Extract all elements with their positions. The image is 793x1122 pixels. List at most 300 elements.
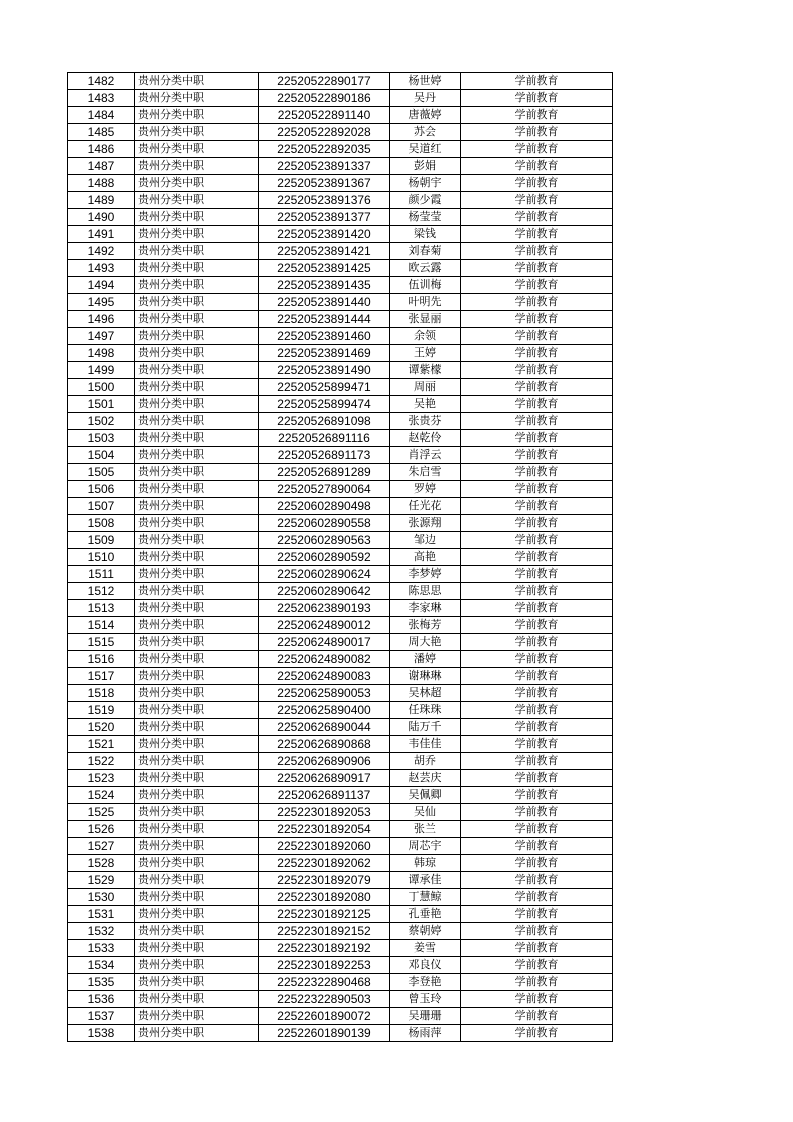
- row-number-cell: 1531: [68, 906, 135, 923]
- category-cell: 贵州分类中职: [135, 872, 259, 889]
- category-cell: 贵州分类中职: [135, 379, 259, 396]
- major-cell: 学前教育: [461, 889, 613, 906]
- category-cell: 贵州分类中职: [135, 668, 259, 685]
- major-cell: 学前教育: [461, 855, 613, 872]
- major-cell: 学前教育: [461, 1025, 613, 1042]
- student-name-cell: 余领: [390, 328, 461, 345]
- student-name-cell: 丁慧鲸: [390, 889, 461, 906]
- student-name-cell: 潘婷: [390, 651, 461, 668]
- candidate-id-cell: 22520526891173: [259, 447, 390, 464]
- row-number-cell: 1483: [68, 90, 135, 107]
- table-row: [68, 566, 613, 583]
- category-cell: 贵州分类中职: [135, 447, 259, 464]
- candidate-id-cell: 22520523891420: [259, 226, 390, 243]
- student-name-cell: 张源翔: [390, 515, 461, 532]
- row-number-cell: 1522: [68, 753, 135, 770]
- candidate-id-cell: 22522301892079: [259, 872, 390, 889]
- student-name-cell: 伍训梅: [390, 277, 461, 294]
- student-name-cell: 梁钱: [390, 226, 461, 243]
- table-row: [68, 974, 613, 991]
- row-number-cell: 1502: [68, 413, 135, 430]
- candidate-id-cell: 22522301892080: [259, 889, 390, 906]
- major-cell: 学前教育: [461, 600, 613, 617]
- major-cell: 学前教育: [461, 804, 613, 821]
- category-cell: 贵州分类中职: [135, 991, 259, 1008]
- major-cell: 学前教育: [461, 753, 613, 770]
- major-cell: 学前教育: [461, 311, 613, 328]
- candidate-id-cell: 22522301892060: [259, 838, 390, 855]
- category-cell: 贵州分类中职: [135, 855, 259, 872]
- category-cell: 贵州分类中职: [135, 158, 259, 175]
- category-cell: 贵州分类中职: [135, 532, 259, 549]
- table-row: [68, 906, 613, 923]
- major-cell: 学前教育: [461, 957, 613, 974]
- major-cell: 学前教育: [461, 328, 613, 345]
- student-name-cell: 欧云露: [390, 260, 461, 277]
- student-name-cell: 吴林超: [390, 685, 461, 702]
- table-row: [68, 294, 613, 311]
- category-cell: 贵州分类中职: [135, 736, 259, 753]
- student-name-cell: 邹边: [390, 532, 461, 549]
- candidate-id-cell: 22520527890064: [259, 481, 390, 498]
- table-row: [68, 141, 613, 158]
- table-row: [68, 617, 613, 634]
- row-number-cell: 1513: [68, 600, 135, 617]
- category-cell: 贵州分类中职: [135, 124, 259, 141]
- candidate-id-cell: 22522322890503: [259, 991, 390, 1008]
- student-name-cell: 周大艳: [390, 634, 461, 651]
- row-number-cell: 1484: [68, 107, 135, 124]
- major-cell: 学前教育: [461, 396, 613, 413]
- row-number-cell: 1528: [68, 855, 135, 872]
- table-row: [68, 328, 613, 345]
- major-cell: 学前教育: [461, 124, 613, 141]
- table-row: [68, 651, 613, 668]
- student-name-cell: 吴艳: [390, 396, 461, 413]
- major-cell: 学前教育: [461, 906, 613, 923]
- student-name-cell: 姜雪: [390, 940, 461, 957]
- student-name-cell: 吴丹: [390, 90, 461, 107]
- major-cell: 学前教育: [461, 413, 613, 430]
- row-number-cell: 1487: [68, 158, 135, 175]
- candidate-id-cell: 22520625890053: [259, 685, 390, 702]
- student-name-cell: 李登艳: [390, 974, 461, 991]
- row-number-cell: 1508: [68, 515, 135, 532]
- student-name-cell: 谭紫檬: [390, 362, 461, 379]
- row-number-cell: 1498: [68, 345, 135, 362]
- category-cell: 贵州分类中职: [135, 685, 259, 702]
- student-name-cell: 张梅芳: [390, 617, 461, 634]
- student-name-cell: 罗婷: [390, 481, 461, 498]
- category-cell: 贵州分类中职: [135, 515, 259, 532]
- category-cell: 贵州分类中职: [135, 838, 259, 855]
- category-cell: 贵州分类中职: [135, 396, 259, 413]
- row-number-cell: 1525: [68, 804, 135, 821]
- row-number-cell: 1533: [68, 940, 135, 957]
- student-name-cell: 韩琼: [390, 855, 461, 872]
- category-cell: 贵州分类中职: [135, 974, 259, 991]
- major-cell: 学前教育: [461, 685, 613, 702]
- major-cell: 学前教育: [461, 770, 613, 787]
- major-cell: 学前教育: [461, 498, 613, 515]
- candidate-id-cell: 22522301892054: [259, 821, 390, 838]
- table-body: [68, 73, 613, 1042]
- major-cell: 学前教育: [461, 481, 613, 498]
- row-number-cell: 1501: [68, 396, 135, 413]
- candidate-id-cell: 22520523891376: [259, 192, 390, 209]
- major-cell: 学前教育: [461, 583, 613, 600]
- major-cell: 学前教育: [461, 566, 613, 583]
- table-row: [68, 787, 613, 804]
- table-row: [68, 923, 613, 940]
- category-cell: 贵州分类中职: [135, 498, 259, 515]
- table-row: [68, 634, 613, 651]
- row-number-cell: 1532: [68, 923, 135, 940]
- table-row: [68, 600, 613, 617]
- candidate-id-cell: 22522301892125: [259, 906, 390, 923]
- table-row: [68, 396, 613, 413]
- table-row: [68, 804, 613, 821]
- student-name-cell: 李家琳: [390, 600, 461, 617]
- category-cell: 贵州分类中职: [135, 957, 259, 974]
- category-cell: 贵州分类中职: [135, 175, 259, 192]
- row-number-cell: 1505: [68, 464, 135, 481]
- category-cell: 贵州分类中职: [135, 1008, 259, 1025]
- candidate-id-cell: 22520623890193: [259, 600, 390, 617]
- row-number-cell: 1511: [68, 566, 135, 583]
- student-name-cell: 韦佳佳: [390, 736, 461, 753]
- category-cell: 贵州分类中职: [135, 107, 259, 124]
- student-name-cell: 张贵芬: [390, 413, 461, 430]
- row-number-cell: 1520: [68, 719, 135, 736]
- table-row: [68, 413, 613, 430]
- student-name-cell: 肖浮云: [390, 447, 461, 464]
- row-number-cell: 1482: [68, 73, 135, 90]
- table-row: [68, 209, 613, 226]
- major-cell: 学前教育: [461, 141, 613, 158]
- major-cell: 学前教育: [461, 107, 613, 124]
- major-cell: 学前教育: [461, 73, 613, 90]
- table-row: [68, 192, 613, 209]
- category-cell: 贵州分类中职: [135, 362, 259, 379]
- row-number-cell: 1515: [68, 634, 135, 651]
- table-row: [68, 1025, 613, 1042]
- row-number-cell: 1523: [68, 770, 135, 787]
- category-cell: 贵州分类中职: [135, 651, 259, 668]
- major-cell: 学前教育: [461, 736, 613, 753]
- table-row: [68, 515, 613, 532]
- category-cell: 贵州分类中职: [135, 277, 259, 294]
- category-cell: 贵州分类中职: [135, 294, 259, 311]
- student-name-cell: 蔡朝婷: [390, 923, 461, 940]
- row-number-cell: 1519: [68, 702, 135, 719]
- candidate-id-cell: 22520523891425: [259, 260, 390, 277]
- admission-list-table: [67, 72, 613, 1042]
- student-name-cell: 吴道红: [390, 141, 461, 158]
- candidate-id-cell: 22520522892028: [259, 124, 390, 141]
- candidate-id-cell: 22520523891469: [259, 345, 390, 362]
- student-name-cell: 杨雨萍: [390, 1025, 461, 1042]
- table-row: [68, 107, 613, 124]
- category-cell: 贵州分类中职: [135, 617, 259, 634]
- row-number-cell: 1496: [68, 311, 135, 328]
- major-cell: 学前教育: [461, 549, 613, 566]
- major-cell: 学前教育: [461, 226, 613, 243]
- row-number-cell: 1492: [68, 243, 135, 260]
- row-number-cell: 1527: [68, 838, 135, 855]
- student-name-cell: 朱启雪: [390, 464, 461, 481]
- student-name-cell: 刘春菊: [390, 243, 461, 260]
- category-cell: 贵州分类中职: [135, 90, 259, 107]
- student-name-cell: 赵乾伶: [390, 430, 461, 447]
- major-cell: 学前教育: [461, 634, 613, 651]
- major-cell: 学前教育: [461, 243, 613, 260]
- candidate-id-cell: 22520626890906: [259, 753, 390, 770]
- category-cell: 贵州分类中职: [135, 906, 259, 923]
- row-number-cell: 1497: [68, 328, 135, 345]
- table-row: [68, 345, 613, 362]
- category-cell: 贵州分类中职: [135, 260, 259, 277]
- category-cell: 贵州分类中职: [135, 192, 259, 209]
- candidate-id-cell: 22520522890186: [259, 90, 390, 107]
- candidate-id-cell: 22520523891440: [259, 294, 390, 311]
- major-cell: 学前教育: [461, 158, 613, 175]
- candidate-id-cell: 22522301892152: [259, 923, 390, 940]
- major-cell: 学前教育: [461, 923, 613, 940]
- major-cell: 学前教育: [461, 651, 613, 668]
- major-cell: 学前教育: [461, 345, 613, 362]
- table-row: [68, 362, 613, 379]
- candidate-id-cell: 22520602890642: [259, 583, 390, 600]
- major-cell: 学前教育: [461, 872, 613, 889]
- student-name-cell: 王婷: [390, 345, 461, 362]
- category-cell: 贵州分类中职: [135, 923, 259, 940]
- category-cell: 贵州分类中职: [135, 804, 259, 821]
- candidate-id-cell: 22520624890083: [259, 668, 390, 685]
- row-number-cell: 1538: [68, 1025, 135, 1042]
- candidate-id-cell: 22520523891421: [259, 243, 390, 260]
- major-cell: 学前教育: [461, 209, 613, 226]
- category-cell: 贵州分类中职: [135, 345, 259, 362]
- student-name-cell: 张显丽: [390, 311, 461, 328]
- student-name-cell: 杨莹莹: [390, 209, 461, 226]
- table-row: [68, 991, 613, 1008]
- student-name-cell: 任珠珠: [390, 702, 461, 719]
- student-name-cell: 彭娟: [390, 158, 461, 175]
- candidate-id-cell: 22520625890400: [259, 702, 390, 719]
- candidate-id-cell: 22520525899471: [259, 379, 390, 396]
- candidate-id-cell: 22520522892035: [259, 141, 390, 158]
- row-number-cell: 1512: [68, 583, 135, 600]
- table-row: [68, 770, 613, 787]
- category-cell: 贵州分类中职: [135, 549, 259, 566]
- table-row: [68, 481, 613, 498]
- table-row: [68, 889, 613, 906]
- candidate-id-cell: 22520523891435: [259, 277, 390, 294]
- candidate-id-cell: 22520626890917: [259, 770, 390, 787]
- row-number-cell: 1509: [68, 532, 135, 549]
- category-cell: 贵州分类中职: [135, 141, 259, 158]
- row-number-cell: 1536: [68, 991, 135, 1008]
- category-cell: 贵州分类中职: [135, 311, 259, 328]
- candidate-id-cell: 22520523891337: [259, 158, 390, 175]
- category-cell: 贵州分类中职: [135, 753, 259, 770]
- row-number-cell: 1486: [68, 141, 135, 158]
- candidate-id-cell: 22520626891137: [259, 787, 390, 804]
- category-cell: 贵州分类中职: [135, 719, 259, 736]
- table-row: [68, 277, 613, 294]
- row-number-cell: 1489: [68, 192, 135, 209]
- category-cell: 贵州分类中职: [135, 209, 259, 226]
- category-cell: 贵州分类中职: [135, 770, 259, 787]
- student-name-cell: 李梦婷: [390, 566, 461, 583]
- candidate-id-cell: 22520602890498: [259, 498, 390, 515]
- student-name-cell: 陆万千: [390, 719, 461, 736]
- student-name-cell: 谭承佳: [390, 872, 461, 889]
- row-number-cell: 1529: [68, 872, 135, 889]
- major-cell: 学前教育: [461, 991, 613, 1008]
- row-number-cell: 1524: [68, 787, 135, 804]
- table-row: [68, 838, 613, 855]
- candidate-id-cell: 22520526891116: [259, 430, 390, 447]
- student-name-cell: 唐薇婷: [390, 107, 461, 124]
- candidate-id-cell: 22522601890139: [259, 1025, 390, 1042]
- candidate-id-cell: 22520525899474: [259, 396, 390, 413]
- student-name-cell: 邓良仪: [390, 957, 461, 974]
- major-cell: 学前教育: [461, 277, 613, 294]
- candidate-id-cell: 22520624890082: [259, 651, 390, 668]
- table-row: [68, 957, 613, 974]
- table-row: [68, 736, 613, 753]
- candidate-id-cell: 22520523891444: [259, 311, 390, 328]
- table-row: [68, 430, 613, 447]
- category-cell: 贵州分类中职: [135, 889, 259, 906]
- student-name-cell: 吴佩卿: [390, 787, 461, 804]
- row-number-cell: 1526: [68, 821, 135, 838]
- category-cell: 贵州分类中职: [135, 481, 259, 498]
- row-number-cell: 1493: [68, 260, 135, 277]
- row-number-cell: 1516: [68, 651, 135, 668]
- row-number-cell: 1517: [68, 668, 135, 685]
- candidate-id-cell: 22520523891460: [259, 328, 390, 345]
- candidate-id-cell: 22520523891367: [259, 175, 390, 192]
- table-row: [68, 260, 613, 277]
- category-cell: 贵州分类中职: [135, 940, 259, 957]
- major-cell: 学前教育: [461, 430, 613, 447]
- student-name-cell: 杨世婷: [390, 73, 461, 90]
- table-row: [68, 685, 613, 702]
- candidate-id-cell: 22520526891098: [259, 413, 390, 430]
- major-cell: 学前教育: [461, 787, 613, 804]
- candidate-id-cell: 22520624890012: [259, 617, 390, 634]
- major-cell: 学前教育: [461, 260, 613, 277]
- category-cell: 贵州分类中职: [135, 243, 259, 260]
- category-cell: 贵州分类中职: [135, 1025, 259, 1042]
- candidate-id-cell: 22522301892253: [259, 957, 390, 974]
- candidate-id-cell: 22520522891140: [259, 107, 390, 124]
- candidate-id-cell: 22522301892062: [259, 855, 390, 872]
- table-row: [68, 532, 613, 549]
- table-row: [68, 175, 613, 192]
- row-number-cell: 1490: [68, 209, 135, 226]
- row-number-cell: 1504: [68, 447, 135, 464]
- row-number-cell: 1530: [68, 889, 135, 906]
- major-cell: 学前教育: [461, 702, 613, 719]
- student-name-cell: 颜少霞: [390, 192, 461, 209]
- table-row: [68, 73, 613, 90]
- student-name-cell: 叶明先: [390, 294, 461, 311]
- student-name-cell: 吴仙: [390, 804, 461, 821]
- row-number-cell: 1485: [68, 124, 135, 141]
- table-row: [68, 719, 613, 736]
- category-cell: 贵州分类中职: [135, 583, 259, 600]
- category-cell: 贵州分类中职: [135, 600, 259, 617]
- candidate-id-cell: 22520526891289: [259, 464, 390, 481]
- major-cell: 学前教育: [461, 1008, 613, 1025]
- major-cell: 学前教育: [461, 294, 613, 311]
- major-cell: 学前教育: [461, 974, 613, 991]
- table-row: [68, 226, 613, 243]
- row-number-cell: 1500: [68, 379, 135, 396]
- candidate-id-cell: 22520626890044: [259, 719, 390, 736]
- candidate-id-cell: 22522322890468: [259, 974, 390, 991]
- student-name-cell: 苏会: [390, 124, 461, 141]
- candidate-id-cell: 22522301892192: [259, 940, 390, 957]
- major-cell: 学前教育: [461, 617, 613, 634]
- table-row: [68, 668, 613, 685]
- major-cell: 学前教育: [461, 719, 613, 736]
- student-name-cell: 谢琳琳: [390, 668, 461, 685]
- table-row: [68, 158, 613, 175]
- major-cell: 学前教育: [461, 379, 613, 396]
- major-cell: 学前教育: [461, 90, 613, 107]
- category-cell: 贵州分类中职: [135, 464, 259, 481]
- candidate-id-cell: 22520602890558: [259, 515, 390, 532]
- table-row: [68, 311, 613, 328]
- table-row: [68, 90, 613, 107]
- category-cell: 贵州分类中职: [135, 702, 259, 719]
- student-name-cell: 周丽: [390, 379, 461, 396]
- row-number-cell: 1518: [68, 685, 135, 702]
- student-name-cell: 陈思思: [390, 583, 461, 600]
- student-name-cell: 孔垂艳: [390, 906, 461, 923]
- table-row: [68, 549, 613, 566]
- candidate-id-cell: 22520602890592: [259, 549, 390, 566]
- row-number-cell: 1506: [68, 481, 135, 498]
- row-number-cell: 1507: [68, 498, 135, 515]
- table-row: [68, 753, 613, 770]
- student-name-cell: 吴珊珊: [390, 1008, 461, 1025]
- row-number-cell: 1503: [68, 430, 135, 447]
- table-row: [68, 1008, 613, 1025]
- major-cell: 学前教育: [461, 838, 613, 855]
- table-row: [68, 702, 613, 719]
- major-cell: 学前教育: [461, 668, 613, 685]
- row-number-cell: 1521: [68, 736, 135, 753]
- candidate-id-cell: 22520523891377: [259, 209, 390, 226]
- table-row: [68, 243, 613, 260]
- row-number-cell: 1510: [68, 549, 135, 566]
- major-cell: 学前教育: [461, 940, 613, 957]
- student-name-cell: 周芯宇: [390, 838, 461, 855]
- category-cell: 贵州分类中职: [135, 413, 259, 430]
- major-cell: 学前教育: [461, 175, 613, 192]
- candidate-id-cell: 22520624890017: [259, 634, 390, 651]
- candidate-id-cell: 22520626890868: [259, 736, 390, 753]
- category-cell: 贵州分类中职: [135, 821, 259, 838]
- category-cell: 贵州分类中职: [135, 634, 259, 651]
- category-cell: 贵州分类中职: [135, 787, 259, 804]
